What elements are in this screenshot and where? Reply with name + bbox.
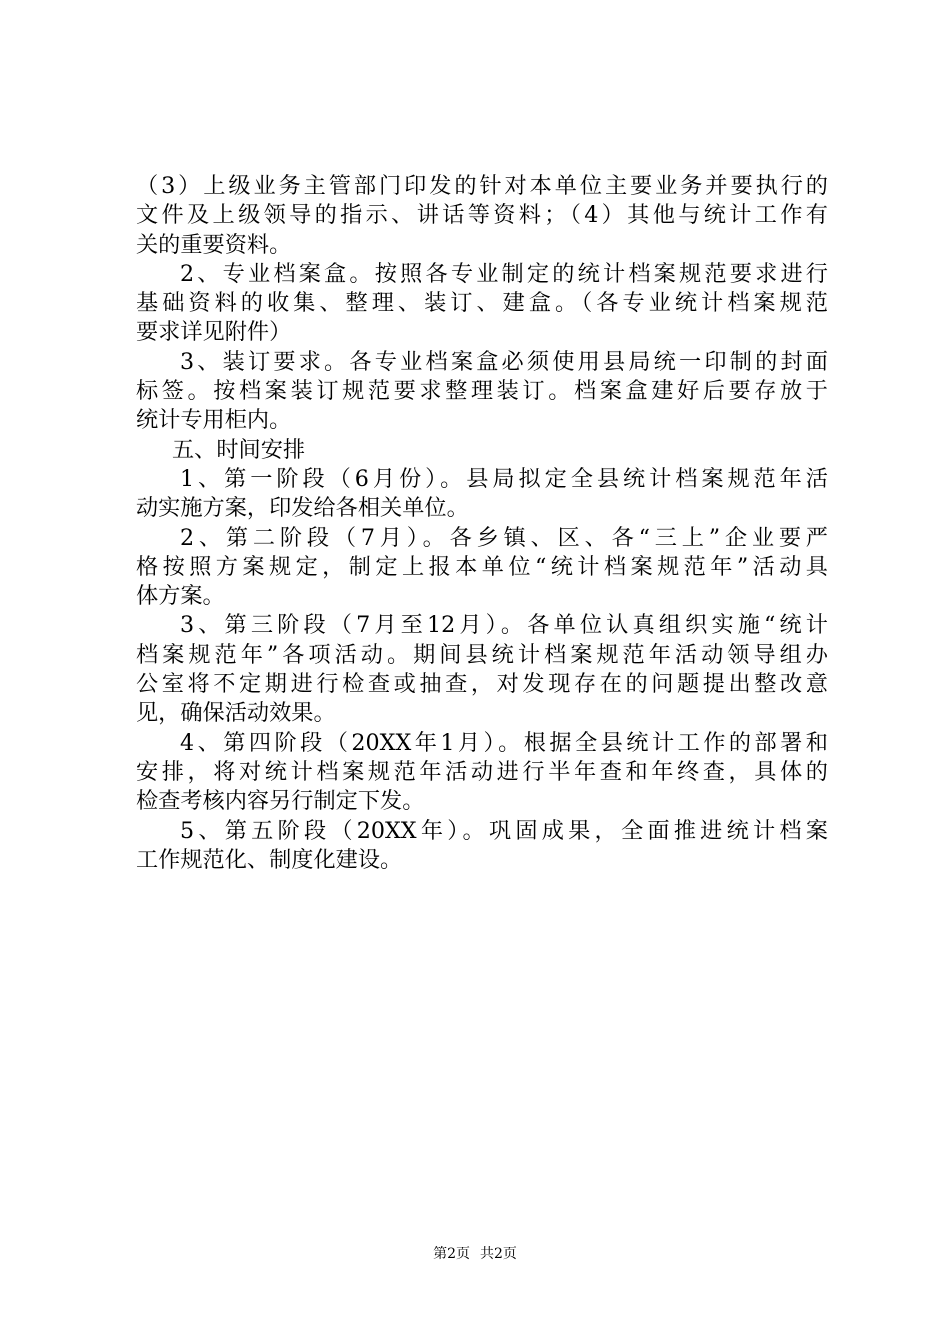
text-line: 档案规范年”各项活动。期间县统计档案规范年活动领导组办 <box>136 641 828 668</box>
text-line: （3）上级业务主管部门印发的针对本单位主要业务并要执行的 <box>136 173 828 199</box>
text-line: 动实施方案，印发给各相关单位。 <box>136 495 469 522</box>
page-number: 第2页 <box>433 1246 470 1262</box>
text-line: 4、第四阶段（20XX年1月）。根据全县统计工作的部署和 <box>180 729 828 756</box>
text-line: 见，确保活动效果。 <box>136 700 336 727</box>
text-line: 关的重要资料。 <box>136 231 292 258</box>
text-line: 1、第一阶段（6月份）。县局拟定全县统计档案规范年活 <box>180 465 828 492</box>
text-line: 5、第五阶段（20XX年）。巩固成果，全面推进统计档案 <box>180 817 828 844</box>
text-line: 检查考核内容另行制定下发。 <box>136 788 425 815</box>
text-line: 2、专业档案盒。按照各专业制定的统计档案规范要求进行 <box>180 260 828 287</box>
text-line: 安排，将对统计档案规范年活动进行半年查和年终查，具体的 <box>136 758 828 785</box>
section-heading: 五、时间安排 <box>172 436 306 463</box>
text-line: 3、第三阶段（7月至12月）。各单位认真组织实施“统计 <box>180 612 828 639</box>
text-line: 工作规范化、制度化建设。 <box>136 846 403 873</box>
page-total: 共2页 <box>480 1246 517 1262</box>
text-line: 3、装订要求。各专业档案盒必须使用县局统一印制的封面 <box>180 348 828 375</box>
text-line: 2、第二阶段（7月）。各乡镇、区、各“三上”企业要严 <box>180 524 828 551</box>
text-line: 文件及上级领导的指示、讲话等资料；（4）其他与统计工作有 <box>136 202 828 229</box>
text-line: 统计专用柜内。 <box>136 407 292 434</box>
text-line: 格按照方案规定，制定上报本单位“统计档案规范年”活动具 <box>136 553 828 580</box>
text-line: 公室将不定期进行检查或抽查，对发现存在的问题提出整改意 <box>136 671 828 698</box>
text-line: 体方案。 <box>136 583 225 610</box>
text-line: 基础资料的收集、整理、装订、建盒。（各专业统计档案规范 <box>136 290 828 317</box>
document-body <box>136 172 828 875</box>
page-footer <box>0 1245 950 1263</box>
text-line: 要求详见附件） <box>136 319 292 346</box>
text-line: 标签。按档案装订规范要求整理装订。档案盒建好后要存放于 <box>136 378 828 405</box>
